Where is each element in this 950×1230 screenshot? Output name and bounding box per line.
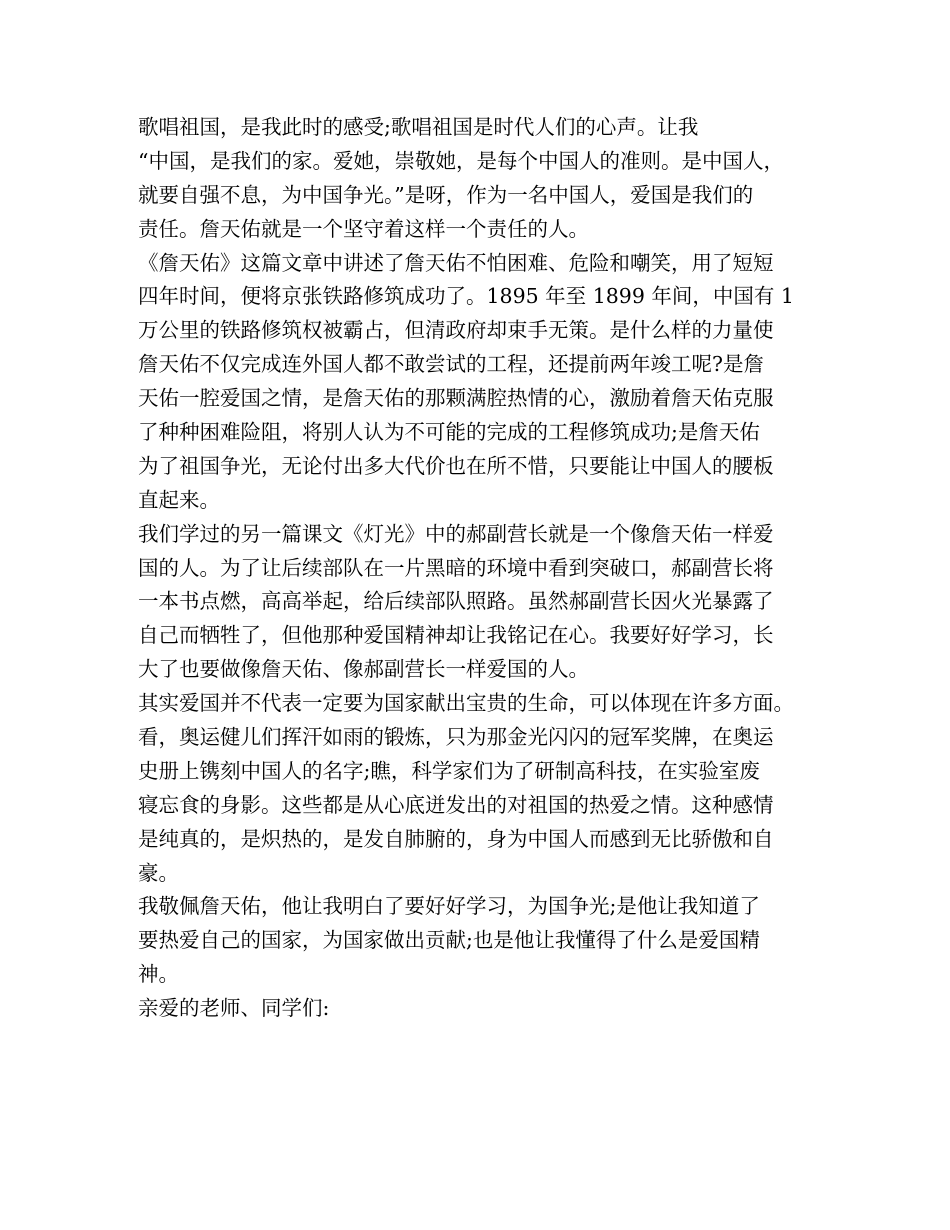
text-line-3: 就要自强不息，为中国争光。”是呀，作为一名中国人，爱国是我们的 — [138, 182, 754, 207]
text-line-25: 要热爱自己的国家，为国家做出贡献;也是他让我懂得了什么是爱国精 — [138, 928, 760, 953]
text-line-1: 歌唱祖国，是我此时的感受;歌唱祖国是时代人们的心声。让我 — [138, 115, 699, 139]
text-line-10: 了种种困难险阻，将别人认为不可能的完成的工程修筑成功;是詹天佑 — [138, 420, 760, 445]
text-line-9: 天佑一腔爱国之情，是詹天佑的那颗满腔热情的心，激励着詹天佑克服 — [138, 386, 774, 411]
text-line-8: 詹天佑不仅完成连外国人都不敢尝试的工程，还提前两年竣工呢?是詹 — [138, 352, 764, 377]
text-line-19: 看，奥运健儿们挥汗如雨的锻炼，只为那金光闪闪的冠军奖牌，在奥运 — [138, 725, 774, 750]
text-line-4: 责任。詹天佑就是一个坚守着这样一个责任的人。 — [138, 216, 589, 241]
text-line-6: 四年时间，便将京张铁路修筑成功了。1895 年至 1899 年间，中国有 1 — [138, 284, 794, 309]
text-line-7: 万公里的铁路修筑权被霸占，但清政府却束手无策。是什么样的力量使 — [138, 318, 774, 343]
text-line-26: 神。 — [138, 962, 179, 987]
text-line-2: “中国，是我们的家。爱她，崇敬她，是每个中国人的准则。是中国人， — [138, 148, 784, 173]
text-line-23: 豪。 — [138, 860, 179, 885]
text-line-11: 为了祖国争光，无论付出多大代价也在所不惜，只要能让中国人的腰板 — [138, 453, 774, 478]
text-line-16: 自己而牺牲了，但他那种爱国精神却让我铭记在心。我要好好学习，长 — [138, 623, 774, 648]
text-line-22: 是纯真的，是炽热的，是发自肺腑的，身为中国人而感到无比骄傲和自 — [138, 826, 774, 851]
text-line-27: 亲爱的老师、同学们: — [138, 996, 330, 1021]
text-line-15: 一本书点燃，高高举起，给后续部队照路。虽然郝副营长因火光暴露了 — [138, 589, 774, 614]
text-line-13: 我们学过的另一篇课文《灯光》中的郝副营长就是一个像詹天佑一样爱 — [138, 521, 774, 546]
text-line-18: 其实爱国并不代表一定要为国家献出宝贵的生命，可以体现在许多方面。 — [138, 691, 794, 716]
text-line-20: 史册上镌刻中国人的名字;瞧，科学家们为了研制高科技，在实验室废 — [138, 758, 760, 783]
text-line-17: 大了也要做像詹天佑、像郝副营长一样爱国的人。 — [138, 657, 589, 682]
text-line-21: 寝忘食的身影。这些都是从心底迸发出的对祖国的热爱之情。这种感情 — [138, 792, 774, 817]
text-line-14: 国的人。为了让后续部队在一片黑暗的环境中看到突破口，郝副营长将 — [138, 555, 774, 580]
text-line-12: 直起来。 — [138, 487, 220, 512]
text-line-5: 《詹天佑》这篇文章中讲述了詹天佑不怕困难、危险和嘲笑，用了短短 — [138, 250, 774, 275]
document-body — [138, 111, 838, 1026]
text-line-24: 我敬佩詹天佑，他让我明白了要好好学习，为国争光;是他让我知道了 — [138, 894, 760, 919]
